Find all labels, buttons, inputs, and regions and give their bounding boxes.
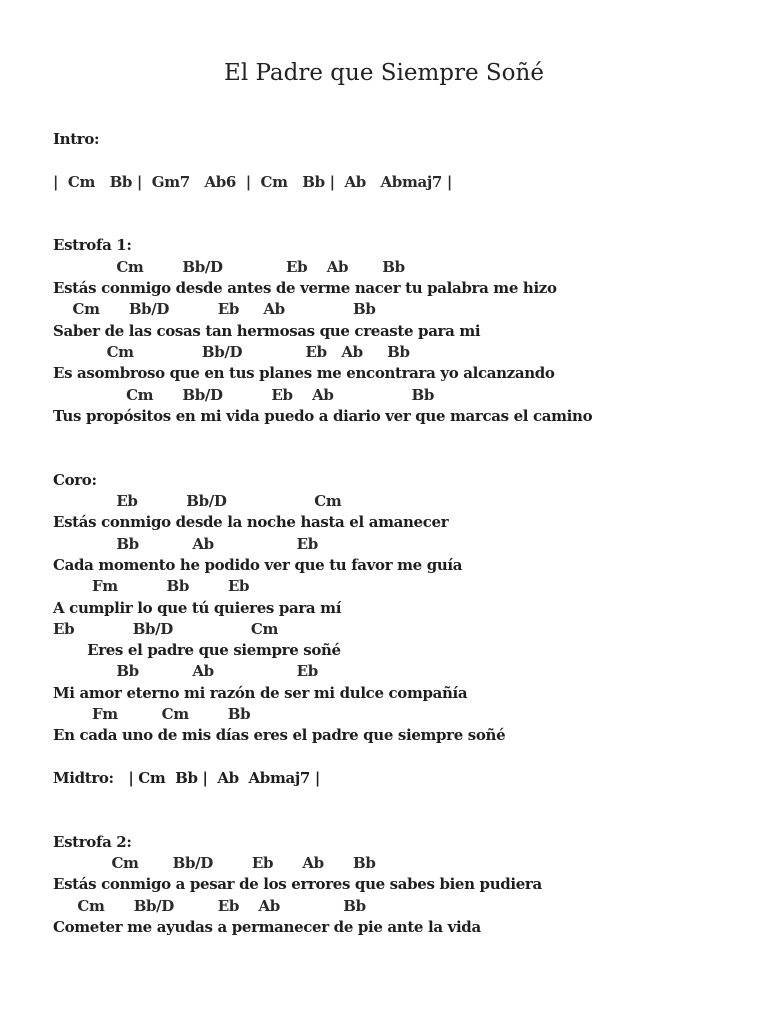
lyric-line: A cumplir lo que tú quieres para mí	[53, 598, 342, 617]
chord-line: Cm Bb/D Eb Ab Bb	[53, 854, 376, 873]
blank-line	[53, 193, 753, 214]
section-label: Midtro: | Cm Bb | Ab Abmaj7 |	[53, 768, 320, 787]
section-label: Coro:	[53, 470, 97, 489]
chord-line: Cm Bb/D Eb Ab Bb	[53, 896, 366, 915]
chord-line: Cm Bb/D Eb Ab Bb	[53, 385, 434, 404]
chord-line: Eb Bb/D Cm	[53, 492, 342, 511]
chord-line: Fm Bb Eb	[53, 577, 250, 596]
lyric-line: Cometer me ayudas a permanecer de pie ante la vida	[53, 917, 481, 936]
lyric-line: Estás conmigo desde la noche hasta el amanecer	[53, 513, 449, 532]
blank-line	[53, 214, 753, 235]
lyric-line: Estás conmigo a pesar de los errores que sabes bien pudiera	[53, 875, 542, 894]
chord-line: Fm Cm Bb	[53, 705, 251, 724]
song-title: El Padre que Siempre Soñé	[224, 60, 544, 86]
chord-line: Cm Bb/D Eb Ab Bb	[53, 300, 376, 319]
chord-line: Bb Ab Eb	[53, 534, 318, 553]
blank-line	[53, 811, 753, 832]
chord-line: Eb Bb/D Cm	[53, 619, 279, 638]
blank-line	[53, 150, 753, 171]
blank-line	[53, 448, 753, 469]
lyric-line: Estás conmigo desde antes de verme nacer tu palabra me hizo	[53, 279, 557, 298]
section-label: Intro:	[53, 130, 100, 148]
lyric-line: Saber de las cosas tan hermosas que creaste para mi	[53, 321, 481, 340]
blank-line	[53, 427, 753, 448]
chord-line: Cm Bb/D Eb Ab Bb	[53, 342, 410, 361]
blank-line	[53, 747, 753, 768]
chord-line: | Cm Bb | Gm7 Ab6 | Cm Bb | Ab Abmaj7 |	[53, 172, 452, 191]
song-content	[53, 129, 753, 938]
chord-line: Bb Ab Eb	[53, 662, 318, 681]
lyric-line: En cada uno de mis días eres el padre que siempre soñé	[53, 726, 506, 745]
lyric-line: Es asombroso que en tus planes me encontrara yo alcanzando	[53, 364, 555, 383]
lyric-line: Tus propósitos en mi vida puedo a diario ver que marcas el camino	[53, 406, 593, 425]
lyric-line: Mi amor eterno mi razón de ser mi dulce compañía	[53, 683, 468, 702]
section-label: Estrofa 2:	[53, 832, 132, 851]
lyric-line: Cada momento he podido ver que tu favor me guía	[53, 555, 463, 574]
lyric-line: Eres el padre que siempre soñé	[53, 641, 341, 660]
chord-line: Cm Bb/D Eb Ab Bb	[53, 257, 405, 276]
section-label: Estrofa 1:	[53, 236, 132, 255]
blank-line	[53, 789, 753, 810]
